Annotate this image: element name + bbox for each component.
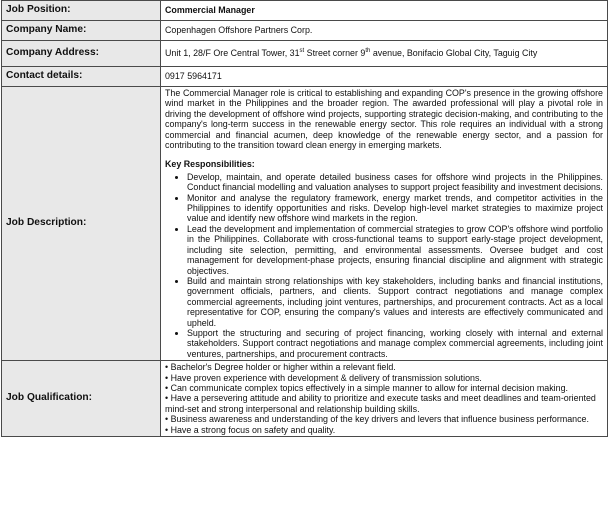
job-description-label: Job Description: xyxy=(2,87,161,361)
row-company-address xyxy=(2,41,608,67)
address-part-1: Unit 1, 28/F Ore Central Tower, 31 xyxy=(165,48,300,59)
row-job-qualification xyxy=(2,361,608,437)
address-part-3: avenue, Bonifacio Global City, Taguig City xyxy=(370,48,538,59)
address-part-2: Street corner 9 xyxy=(304,48,366,59)
responsibilities-list xyxy=(165,172,603,359)
company-address-label: Company Address: xyxy=(2,41,161,67)
company-name-value: Copenhagen Offshore Partners Corp. xyxy=(161,21,608,41)
job-description-value xyxy=(161,87,608,361)
row-contact-details xyxy=(2,67,608,87)
responsibility-item: • Support the structuring and securing of project financing, working closely with internal and external stakeholders. Support contract negotiations and manage complex commercial agreements, including joint ventures, partnerships, and procurement contracts. xyxy=(187,328,603,359)
qualification-item: • Can communicate complex topics effectively in a simple manner to allow for internal decision making. xyxy=(165,382,568,393)
contact-details-value: 0917 5964171 xyxy=(161,67,608,87)
responsibilities-title: Key Responsibilities: xyxy=(165,159,255,170)
responsibility-item: • Lead the development and implementation of commercial strategies to grow COP's offshore wind portfolio in the Philippines. Collaborate with cross-functional teams to support early-stage project development, including site selection, permitting, and environmental assessments. Oversee budget and cost management for development-phase projects, ensuring financial discipline and alignment with strategic objectives. xyxy=(187,224,603,276)
company-name-label: Company Name: xyxy=(2,21,161,41)
address-sup-2: th xyxy=(365,48,371,55)
qualification-item: • Bachelor's Degree holder or higher within a relevant field. xyxy=(165,362,396,373)
qualification-item: • Business awareness and understanding of the key drivers and levers that influence business performance. xyxy=(165,414,589,425)
job-qualification-label: Job Qualification: xyxy=(2,361,161,437)
qualification-item: • Have a strong focus on safety and quality. xyxy=(165,424,336,435)
qualification-item: • Have a persevering attitude and ability to prioritize and execute tasks and meet deadlines and team-oriented mind-set and strong interpersonal and relationship building skills. xyxy=(165,393,596,414)
job-position-label: Job Position: xyxy=(2,1,161,21)
address-sup-1: st xyxy=(299,48,305,55)
qualification-item: • Have proven experience with development & delivery of transmission solutions. xyxy=(165,372,482,383)
responsibility-item: • Develop, maintain, and operate detailed business cases for offshore wind projects in the Philippines. Conduct financial modelling and valuation analyses to support project feasibility and investment decisions. xyxy=(187,172,603,193)
job-qualification-value xyxy=(161,361,608,437)
row-job-position xyxy=(2,1,608,21)
company-address-value xyxy=(161,41,608,67)
job-position-value: Commercial Manager xyxy=(161,1,608,21)
description-intro: The Commercial Manager role is critical to establishing and expanding COP's presence in the growing offshore wind market in the Philippines and the broader region. The awarded professional will play a pivotal role in driving the development of offshore wind projects, supporting strategic decision-making, and contributing to the company's long-term success in the renewable energy sector. This role requires an individual with a strong commercial and financial acumen, deep knowledge of the renewable energy sector, and a passion for contributing to the transition toward clean energy in emerging markets. xyxy=(165,88,603,151)
row-job-description xyxy=(2,87,608,361)
job-posting-table xyxy=(1,0,608,437)
responsibility-item: • Monitor and analyse the regulatory framework, energy market trends, and competitor activities in the Philippines to identify opportunities and risks. Develop high-level market strategies to maximize project value and identify new offshore wind markets in the region. xyxy=(187,193,603,224)
responsibility-item: • Build and maintain strong relationships with key stakeholders, including banks and financial institutions, government officials, partners, and clients. Support contract negotiations and manage complex commercial agreements, including joint ventures, partnerships, and procurement contracts. Act as a local representative for COP, ensuring the company's values and interests are effectively communicated and upheld. xyxy=(187,276,603,328)
contact-details-label: Contact details: xyxy=(2,67,161,87)
row-company-name xyxy=(2,21,608,41)
